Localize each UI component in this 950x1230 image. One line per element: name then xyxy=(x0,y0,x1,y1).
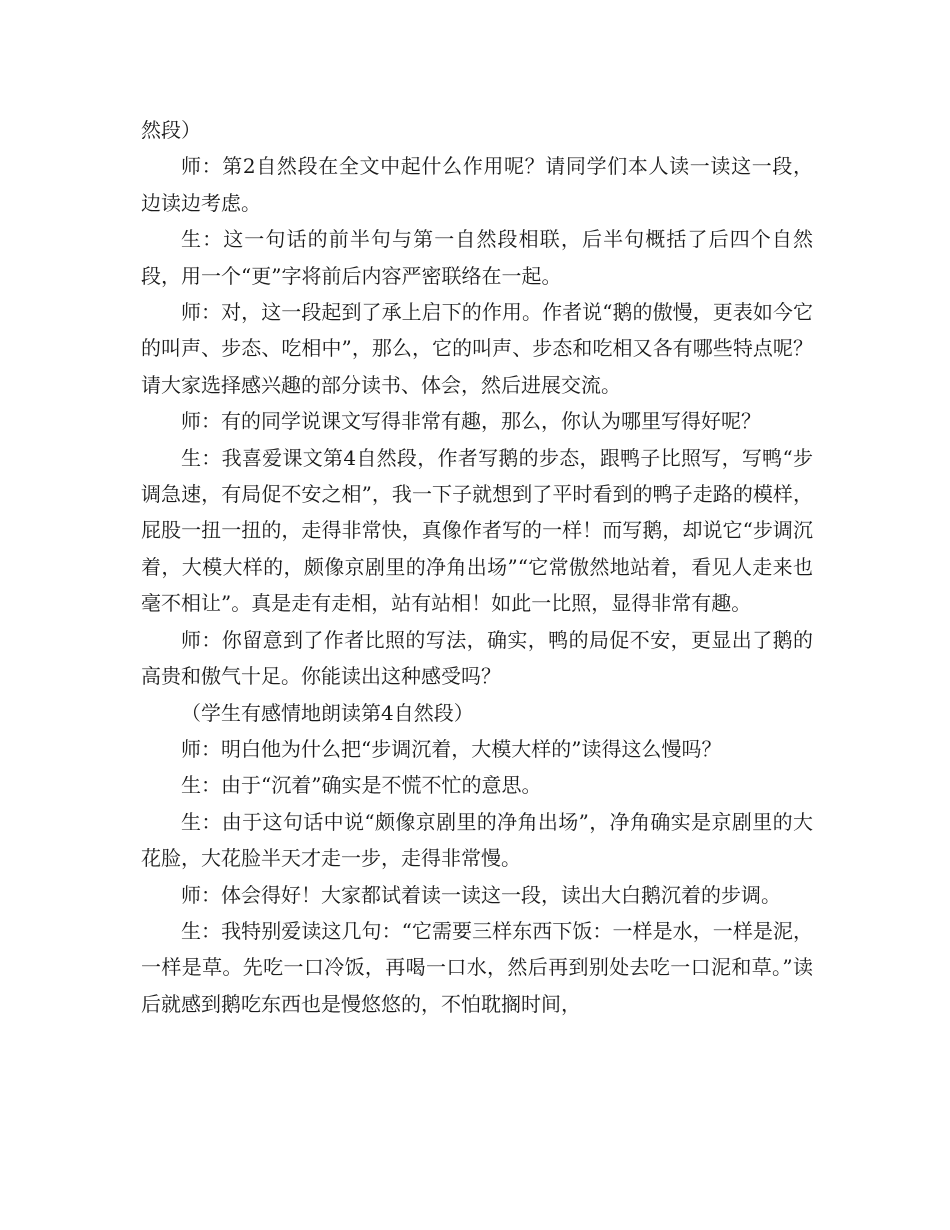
paragraph: 生：由于这句话中说“颇像京剧里的净角出场”，净角确实是京剧里的大花脸，大花脸半天才走一步，走得非常慢。 xyxy=(141,809,813,871)
paragraph: 生：这一句话的前半句与第一自然段相联，后半句概括了后四个自然段，用一个“更”字将前后内容严密联络在一起。 xyxy=(141,227,813,288)
paragraph: 生：我喜爱课文第4自然段，作者写鹅的步态，跟鸭子比照写，写鸭“步调急速，有局促不安之相”，我一下子就想到了平时看到的鸭子走路的模样，屁股一扭一扭的，走得非常快，真像作者写的一样！而写鹅，却说它“步调沉着，大模大样的，颇像京剧里的净角出场”“它常傲然地站着，看见人走来也毫不相让”。真是走有走相，站有站相！如此一比照，显得非常有趣。 xyxy=(141,445,813,616)
paragraph: （学生有感情地朗读第4自然段） xyxy=(181,700,474,725)
paragraph: 生：由于“沉着”确实是不慌不忙的意思。 xyxy=(181,773,542,798)
paragraph: 师：明白他为什么把“步调沉着，大模大样的”读得这么慢吗？ xyxy=(181,736,722,761)
paragraph: 然段） xyxy=(141,118,201,142)
paragraph: 师：体会得好！大家都试着读一读这一段，读出大白鹅沉着的步调。 xyxy=(181,882,781,907)
paragraph: 师：第2自然段在全文中起什么作用呢？请同学们本人读一读这一段，边读边考虑。 xyxy=(141,154,813,215)
document-body xyxy=(141,112,813,1022)
paragraph: 师：对，这一段起到了承上启下的作用。作者说“鹅的傲慢，更表如今它的叫声、步态、吃相中”，那么，它的叫声、步态和吃相又各有哪些特点呢？请大家选择感兴趣的部分读书、体会，然后进展交流。 xyxy=(141,300,813,397)
paragraph: 生：我特别爱读这几句：“它需要三样东西下饭：一样是水，一样是泥，一样是草。先吃一口冷饭，再喝一口水，然后再到别处去吃一口泥和草。”读后就感到鹅吃东西也是慢悠悠的，不怕耽搁时间， xyxy=(141,918,813,1016)
paragraph: 师：你留意到了作者比照的写法，确实，鸭的局促不安，更显出了鹅的高贵和傲气十足。你能读出这种感受吗？ xyxy=(141,627,813,689)
paragraph: 师：有的同学说课文写得非常有趣，那么，你认为哪里写得好呢？ xyxy=(181,409,761,434)
